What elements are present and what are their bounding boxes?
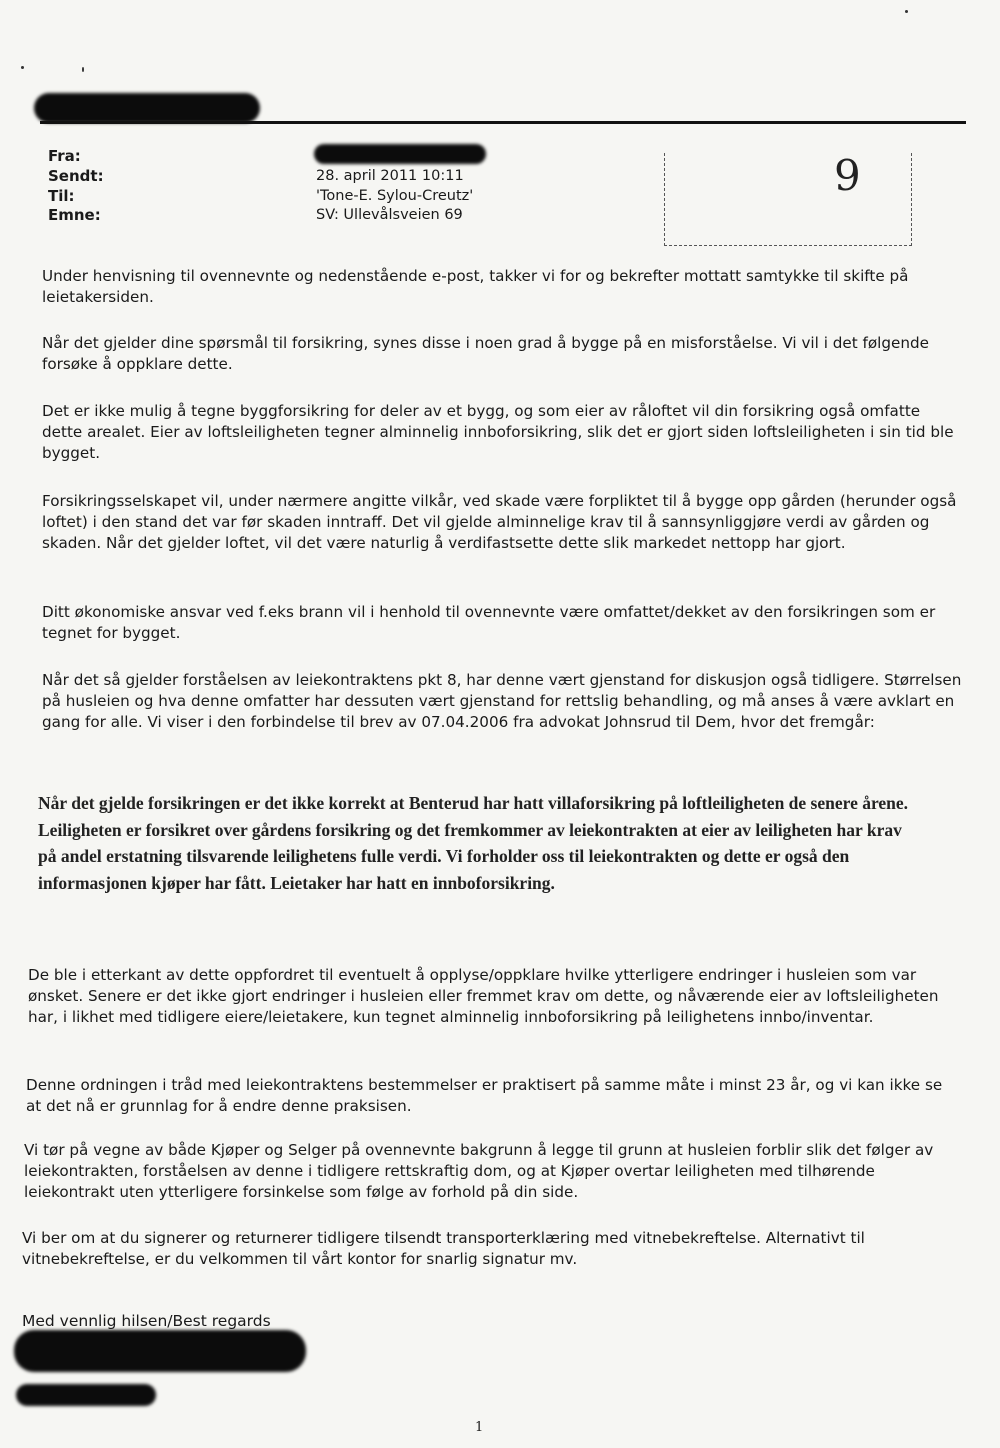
sent-value: 28. april 2011 10:11 [316,168,464,184]
body-paragraph-10: Vi ber om at du signerer og returnerer tidligere tilsendt transporterklæring med vitnebekreftelse. Alternativt til vitnebekreftelse, er du velkommen til vårt kontor for snarlig signatur mv. [22,1229,865,1268]
body-paragraph-9: Vi tør på vegne av både Kjøper og Selger på ovennevnte bakgrunn å legge til grunn at husleien forblir slik det følger av leiekontrakten, forståelsen av denne i tidligere rettskraftig dom, og at Kjøper overtar leiligheten med tilhørende leiekontrakt uten ytterligere forsinkelse som følge av forhold på din side. [24,1141,934,1201]
redacted-signature-title [16,1384,156,1406]
handwritten-page-number: 9 [834,151,861,200]
quoted-letter-excerpt: Når det gjelde forsikringen er det ikke korrekt at Benterud har hatt villaforsikring på loftleiligheten de senere årene. Leiligheten er forsikret over gårdens forsikring og det fremkommer av leiekontrakten at eier av leiligheten har krav på andel erstatning tilsvarende leilighetens fulle verdi. Vi forholder oss til leiekontrakten og dette er også den informasjonen kjøper har fått. Leietaker har hatt en innboforsikring. [38,793,909,893]
body-paragraph-8: Denne ordningen i tråd med leiekontraktens bestemmelser er praktisert på samme måte i minst 23 år, og vi kan ikke se at det nå er grunnlag for å endre denne praksisen. [26,1076,943,1115]
to-value: 'Tone-E. Sylou-Creutz' [316,188,474,204]
scan-speck [82,67,84,72]
body-paragraph-5: Ditt økonomiske ansvar ved f.eks brann vil i henhold til ovennevnte være omfattet/dekket av den forsikringen som er tegnet for bygget. [42,603,936,642]
page-number: 1 [475,1420,484,1435]
header-rule [40,121,966,124]
body-paragraph-7: De ble i etterkant av dette oppfordret til eventuelt å opplyse/oppklare hvilke ytterligere endringer i husleien som var ønsket. Senere er det ikke gjort endringer i husleien eller fremmet krav om dette, og nåværende eier av loftsleiligheten har, i likhet med tidligere eiere/leietakere, kun tegnet alminnelig innboforsikring på leilighetens innbo/inventar. [28,966,939,1026]
body-paragraph-1: Under henvisning til ovennevnte og nedenstående e-post, takker vi for og bekrefter mottatt samtykke til skifte på leietakersiden. [42,267,909,306]
sent-label: Sendt: [48,167,104,185]
body-paragraph-4: Forsikringsselskapet vil, under nærmere angitte vilkår, ved skade være forpliktet til å bygge opp gården (herunder også loftet) i den stand det var før skaden inntraff. Det vil gjelde alminnelige krav til å sannsynliggjøre verdi av gården og skaden. Når det gjelder loftet, vil det være naturlig å verdifastsette dette slik markedet nettopp har gjort. [42,492,957,552]
scan-speck [21,66,24,69]
body-paragraph-2: Når det gjelder dine spørsmål til forsikring, synes disse i noen grad å bygge på en misforståelse. Vi vil i det følgende forsøke å oppklare dette. [42,334,929,373]
subject-value: SV: Ullevålsveien 69 [316,207,463,223]
to-label: Til: [48,187,75,205]
page-stamp-box [664,153,912,246]
redacted-signature-name [14,1330,306,1372]
subject-label: Emne: [48,206,101,224]
body-paragraph-6: Når det så gjelder forståelsen av leiekontraktens pkt 8, har denne vært gjenstand for diskusjon også tidligere. Størrelsen på husleien og hva denne omfatter har dessuten vært gjenstand for rettslig behandling, og må anses å være avklart en gang for alle. Vi viser i den forbindelse til brev av 07.04.2006 fra advokat Johnsrud til Dem, hvor det fremgår: [42,671,962,731]
redacted-sender-heading [34,93,260,123]
from-label: Fra: [48,147,81,165]
scan-speck [905,10,908,13]
body-paragraph-3: Det er ikke mulig å tegne byggforsikring for deler av et bygg, og som eier av råloftet vil din forsikring også omfatte dette arealet. Eier av loftsleiligheten tegner alminnelig innboforsikring, slik det er gjort siden loftsleiligheten i sin tid ble bygget. [42,402,954,462]
closing-greeting: Med vennlig hilsen/Best regards [22,1312,271,1330]
redacted-from-value [314,144,486,164]
